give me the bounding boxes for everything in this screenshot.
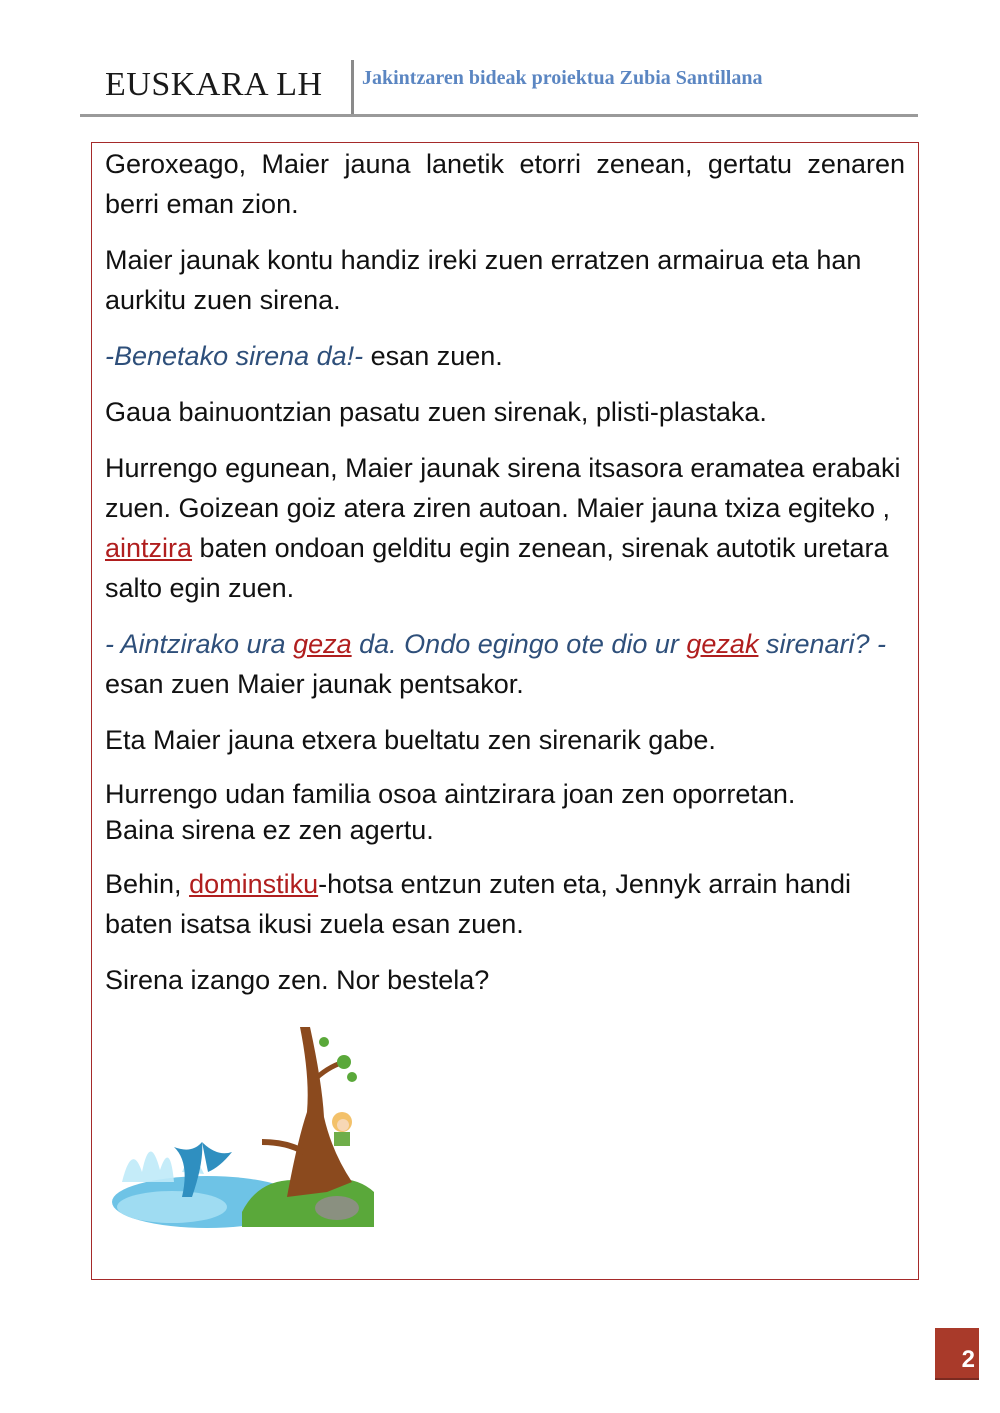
narration-text: Hurrengo egunean, Maier jaunak sirena itsasora eramatea erabaki zuen. Goizean goiz atera ziren autoan. Maier jauna txiza egiteko ,: [105, 453, 901, 523]
page-number: 2: [935, 1328, 979, 1380]
narration-text: esan zuen Maier jaunak pentsakor.: [105, 669, 524, 699]
dialog-text: sirenari? -: [758, 629, 886, 659]
page-number-underline: [935, 1378, 979, 1380]
paragraph-1: Geroxeago, Maier jauna lanetik etorri zenean, gertatu zenaren berri eman zion.: [105, 149, 905, 219]
dialog-text: da. Ondo egingo ote dio ur: [351, 629, 687, 659]
paragraph-7: Eta Maier jauna etxera bueltatu zen sirenarik gabe.: [105, 725, 716, 755]
narration-text: esan zuen.: [363, 341, 503, 371]
header-subtitle: Jakintzaren bideak proiektua Zubia Santillana: [362, 67, 763, 89]
paragraph-10: Sirena izango zen. Nor bestela?: [105, 965, 490, 995]
paragraph-8: [105, 776, 905, 848]
narration-text: Baina sirena ez zen agertu.: [105, 815, 434, 845]
story-text: [105, 144, 905, 1016]
paragraph-3: [105, 336, 905, 376]
narration-text: -hotsa entzun zuten eta, Jennyk arrain handi baten isatsa ikusi zuela esan zuen.: [105, 869, 851, 939]
narration-text: Hurrengo udan familia osoa aintzirara joan zen oporretan.: [105, 779, 796, 809]
paragraph-4: Gaua bainuontzian pasatu zuen sirenak, plisti-plastaka.: [105, 397, 767, 427]
paragraph-9: [105, 864, 905, 944]
dialog-text: -Benetako sirena da!-: [105, 341, 364, 371]
vocab-word-gezak[interactable]: gezak: [686, 629, 759, 659]
narration-text: Behin,: [105, 869, 190, 899]
dialog-text: - Aintzirako ura: [105, 629, 294, 659]
vocab-word-geza[interactable]: geza: [293, 629, 352, 659]
vocab-word-dominstiku[interactable]: dominstiku: [189, 869, 319, 899]
vocab-word-aintzira[interactable]: aintzira: [105, 533, 193, 563]
paragraph-5: [105, 448, 905, 608]
header-rule: [80, 114, 918, 117]
mermaid-tail-lake-tree-illustration: [112, 1022, 382, 1234]
paragraph-2: Maier jaunak kontu handiz ireki zuen erratzen armairua eta han aurkitu zuen sirena.: [105, 245, 862, 315]
header-divider: [351, 60, 354, 116]
narration-text: baten ondoan gelditu egin zenean, sirenak autotik uretara salto egin zuen.: [105, 533, 889, 603]
header-title: EUSKARA LH: [105, 66, 323, 103]
paragraph-6: [105, 624, 905, 704]
